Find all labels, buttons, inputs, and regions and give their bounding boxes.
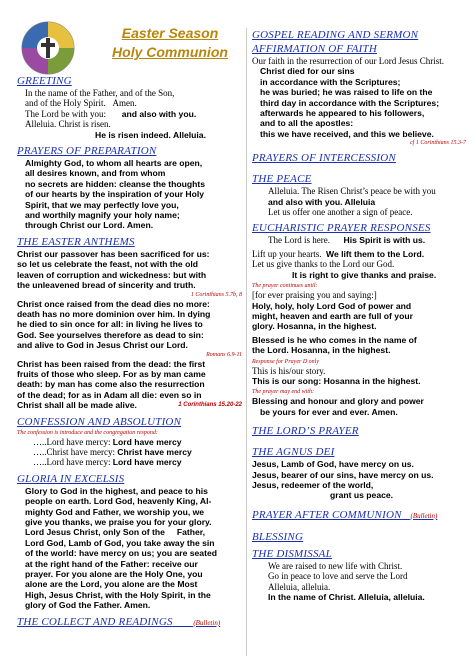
gloria-line: mighty God and Father, we worship you, we: [25, 506, 205, 517]
anthem-line: so let us celebrate the feast, not with the old: [17, 259, 198, 270]
eucharistic-response: This is our song: Hosanna in the highest.: [252, 375, 421, 386]
heading-anthems: THE EASTER ANTHEMS: [17, 235, 135, 248]
title-line-2: Holy Communion: [112, 44, 228, 60]
heading-confession: CONFESSION AND ABSOLUTION: [17, 415, 182, 428]
heading-affirmation: AFFIRMATION OF FAITH: [252, 43, 377, 55]
eucharistic-response: It is right to give thanks and praise.: [292, 269, 437, 280]
affirmation-line: third day in accordance with the Scriptures;: [260, 97, 440, 108]
dismissal-line: Go in peace to love and serve the Lord: [268, 571, 408, 582]
agnus-line: grant us peace.: [330, 490, 394, 501]
confession-note: The confession is introduce and the congregation respond:: [17, 429, 158, 436]
anthem-line: Christ our passover has been sacrificed for us:: [17, 248, 210, 259]
anthem-line: leaven of corruption and wickedness: but with: [17, 269, 207, 280]
gloria-line: High, Jesus Christ, with the Holy Spirit, in the: [25, 589, 211, 600]
greeting-line: and of the Holy Spirit. Amen.: [25, 98, 137, 109]
eucharistic-line: Lift up your hearts. We lift them to the Lord.: [252, 248, 425, 259]
affirmation-line: he was buried; he was raised to life on the: [260, 87, 433, 98]
rubric-note: The prayer may end with:: [252, 389, 314, 396]
heading-intercession: PRAYERS OF INTERCESSION: [252, 152, 396, 165]
heading-greeting: GREETING: [17, 75, 72, 87]
gloria-line: Lord Jesus Christ, only Son of the Father,: [25, 527, 206, 538]
greeting-response: He is risen indeed. Alleluia.: [95, 129, 206, 140]
affirmation-intro: Our faith in the resurrection of our Lord Jesus Christ.: [252, 56, 444, 66]
affirmation-line: this we have received, and this we believe.: [260, 128, 434, 139]
scripture-reference: 1 Corinthians 15.20-22: [178, 402, 242, 409]
agnus-line: Jesus, Lamb of God, have mercy on us.: [252, 459, 414, 470]
heading-dismissal: THE DISMISSAL: [252, 547, 332, 560]
title-line-1: Easter Season: [121, 25, 219, 41]
affirmation-line: in accordance with the Scriptures;: [260, 76, 401, 87]
greeting-line: The Lord be with you: and also with you.: [25, 108, 197, 119]
doxology-line: Blessing and honour and glory and power: [252, 396, 424, 407]
greeting-line: In the name of the Father, and of the Son,: [25, 88, 175, 98]
gloria-line: Glory to God in the highest, and peace to his: [25, 485, 208, 496]
affirmation-line: Christ died for our sins: [260, 66, 355, 77]
peace-response: and also with you. Alleluia: [268, 196, 376, 207]
anthem-line: of the dead; for as in Adam all die: even so in: [17, 389, 202, 400]
right-column: [252, 28, 466, 602]
confession-line: …..Lord have mercy: Lord have mercy: [33, 457, 182, 468]
left-column: [17, 74, 242, 630]
dismissal-response: In the name of Christ. Alleluia, alleluia.: [268, 592, 425, 602]
gloria-line: alone are the Lord, you alone are the Most: [25, 579, 198, 590]
sanctus-line: glory. Hosanna, in the highest.: [252, 321, 377, 332]
peace-line: Let us offer one another a sign of peace.: [268, 207, 413, 218]
anthem-line: fruits of those who sleep. For as by man came: [17, 368, 206, 379]
preparation-line: all desires known, and from whom: [25, 168, 166, 179]
scripture-reference: Romans 6.9-11: [206, 351, 242, 358]
cross-emblem-icon: [20, 20, 76, 76]
heading-gospel: GOSPEL READING AND SERMON: [252, 29, 419, 41]
dismissal-line: Alleluia, alleluia.: [268, 581, 331, 592]
heading-after-communion: PRAYER AFTER COMMUNION (Bulletin): [252, 508, 438, 521]
anthem-line: he died to sin once for all: in living he lives to: [17, 319, 203, 330]
heading-preparation: PRAYERS OF PREPARATION: [17, 145, 157, 158]
eucharistic-line: Let us give thanks to the Lord our God.: [252, 259, 395, 270]
scripture-reference: cf 1 Corinthians 15.3-7: [409, 140, 466, 147]
bulletin-note: (Bulletin): [410, 511, 438, 520]
preparation-line: Spirit, that we may perfectly love you,: [25, 199, 179, 210]
preparation-line: no secrets are hidden: cleanse the thoughts: [25, 178, 206, 189]
anthem-line: Christ has been raised from the dead: the first: [17, 358, 206, 369]
anthem-line: Christ shall all be made alive. 1 Corinthians 15.20-22: [17, 400, 242, 411]
gloria-line: prayer. For you alone are the Holy One, you: [25, 569, 203, 580]
peace-line: Alleluia. The Risen Christ’s peace be with you: [268, 186, 436, 197]
confession-line: …..Lord have mercy: Lord have mercy: [33, 436, 182, 447]
heading-lords-prayer: THE LORD’S PRAYER: [252, 425, 359, 438]
heading-peace: THE PEACE: [252, 173, 312, 186]
heading-blessing: BLESSING: [252, 530, 304, 543]
dismissal-line: We are raised to new life with Christ.: [268, 560, 403, 571]
column-divider: [246, 28, 247, 656]
confession-line: …..Christ have mercy: Christ have mercy: [33, 446, 192, 457]
heading-eucharistic: EUCHARISTIC PRAYER RESPONSES: [252, 222, 431, 235]
gloria-line: at the right hand of the Father: receive our: [25, 558, 198, 569]
anthem-line: the unleavened bread of sincerity and truth.: [17, 280, 196, 291]
gloria-line: Lord God, Lamb of God, you take away the sin: [25, 537, 215, 548]
page-title: [100, 24, 240, 62]
eucharistic-line: This is his/our story.: [252, 365, 326, 376]
preparation-line: of our hearts by the inspiration of your Holy: [25, 189, 205, 200]
benedictus-line: Blessed is he who comes in the name of: [252, 334, 417, 345]
sanctus-line: Holy, holy, holy Lord God of power and: [252, 300, 412, 311]
anthem-line: and alive to God in Jesus Christ our Lord.: [17, 340, 188, 351]
doxology-line: be yours for ever and ever. Amen.: [260, 406, 398, 417]
heading-gloria: GLORIA IN EXCELSIS: [17, 472, 125, 485]
anthem-line: Christ once raised from the dead dies no more:: [17, 298, 210, 309]
anthem-line: death has no more dominion over him. In dying: [17, 308, 211, 319]
eucharistic-line: The Lord is here. His Spirit is with us.: [268, 235, 426, 246]
gloria-line: of the world: have mercy on us; you are seated: [25, 548, 217, 559]
preparation-line: Almighty God, to whom all hearts are open,: [25, 158, 203, 169]
gloria-line: glory of God the Father. Amen.: [25, 600, 151, 611]
preparation-line: and worthily magnify your holy name;: [25, 210, 180, 221]
agnus-line: Jesus, bearer of our sins, have mercy on us.: [252, 469, 434, 480]
gloria-line: give you thanks, we praise you for your glory.: [25, 517, 212, 527]
gloria-line: people on earth. Lord God, heavenly King, Al-: [25, 496, 212, 507]
agnus-line: Jesus, redeemer of the world,: [252, 479, 374, 490]
heading-collect: THE COLLECT AND READINGS (Bulletin): [17, 615, 221, 628]
benedictus-line: the Lord. Hosanna, in the highest.: [252, 345, 391, 356]
heading-agnus-dei: THE AGNUS DEI: [252, 446, 335, 459]
eucharistic-line: [for ever praising you and saying:]: [252, 290, 377, 301]
greeting-line: Alleluia. Christ is risen.: [25, 119, 111, 130]
anthem-line: God. See yourselves therefore as dead to sin:: [17, 329, 204, 340]
rubric-note: Response for Prayer D only: [252, 358, 319, 365]
affirmation-line: and to all the apostles:: [260, 118, 354, 129]
scripture-reference: 1 Corinthians 5.7b, 8: [190, 291, 242, 298]
rubric-note: The prayer continues until:: [252, 283, 318, 290]
preparation-line: through Christ our Lord. Amen.: [25, 220, 154, 231]
affirmation-line: afterwards he appeared to his followers,: [260, 108, 425, 119]
bulletin-note: (Bulletin): [193, 618, 221, 627]
anthem-line: death: by man has come also the resurrection: [17, 379, 205, 390]
sanctus-line: might, heaven and earth are full of your: [252, 310, 413, 321]
